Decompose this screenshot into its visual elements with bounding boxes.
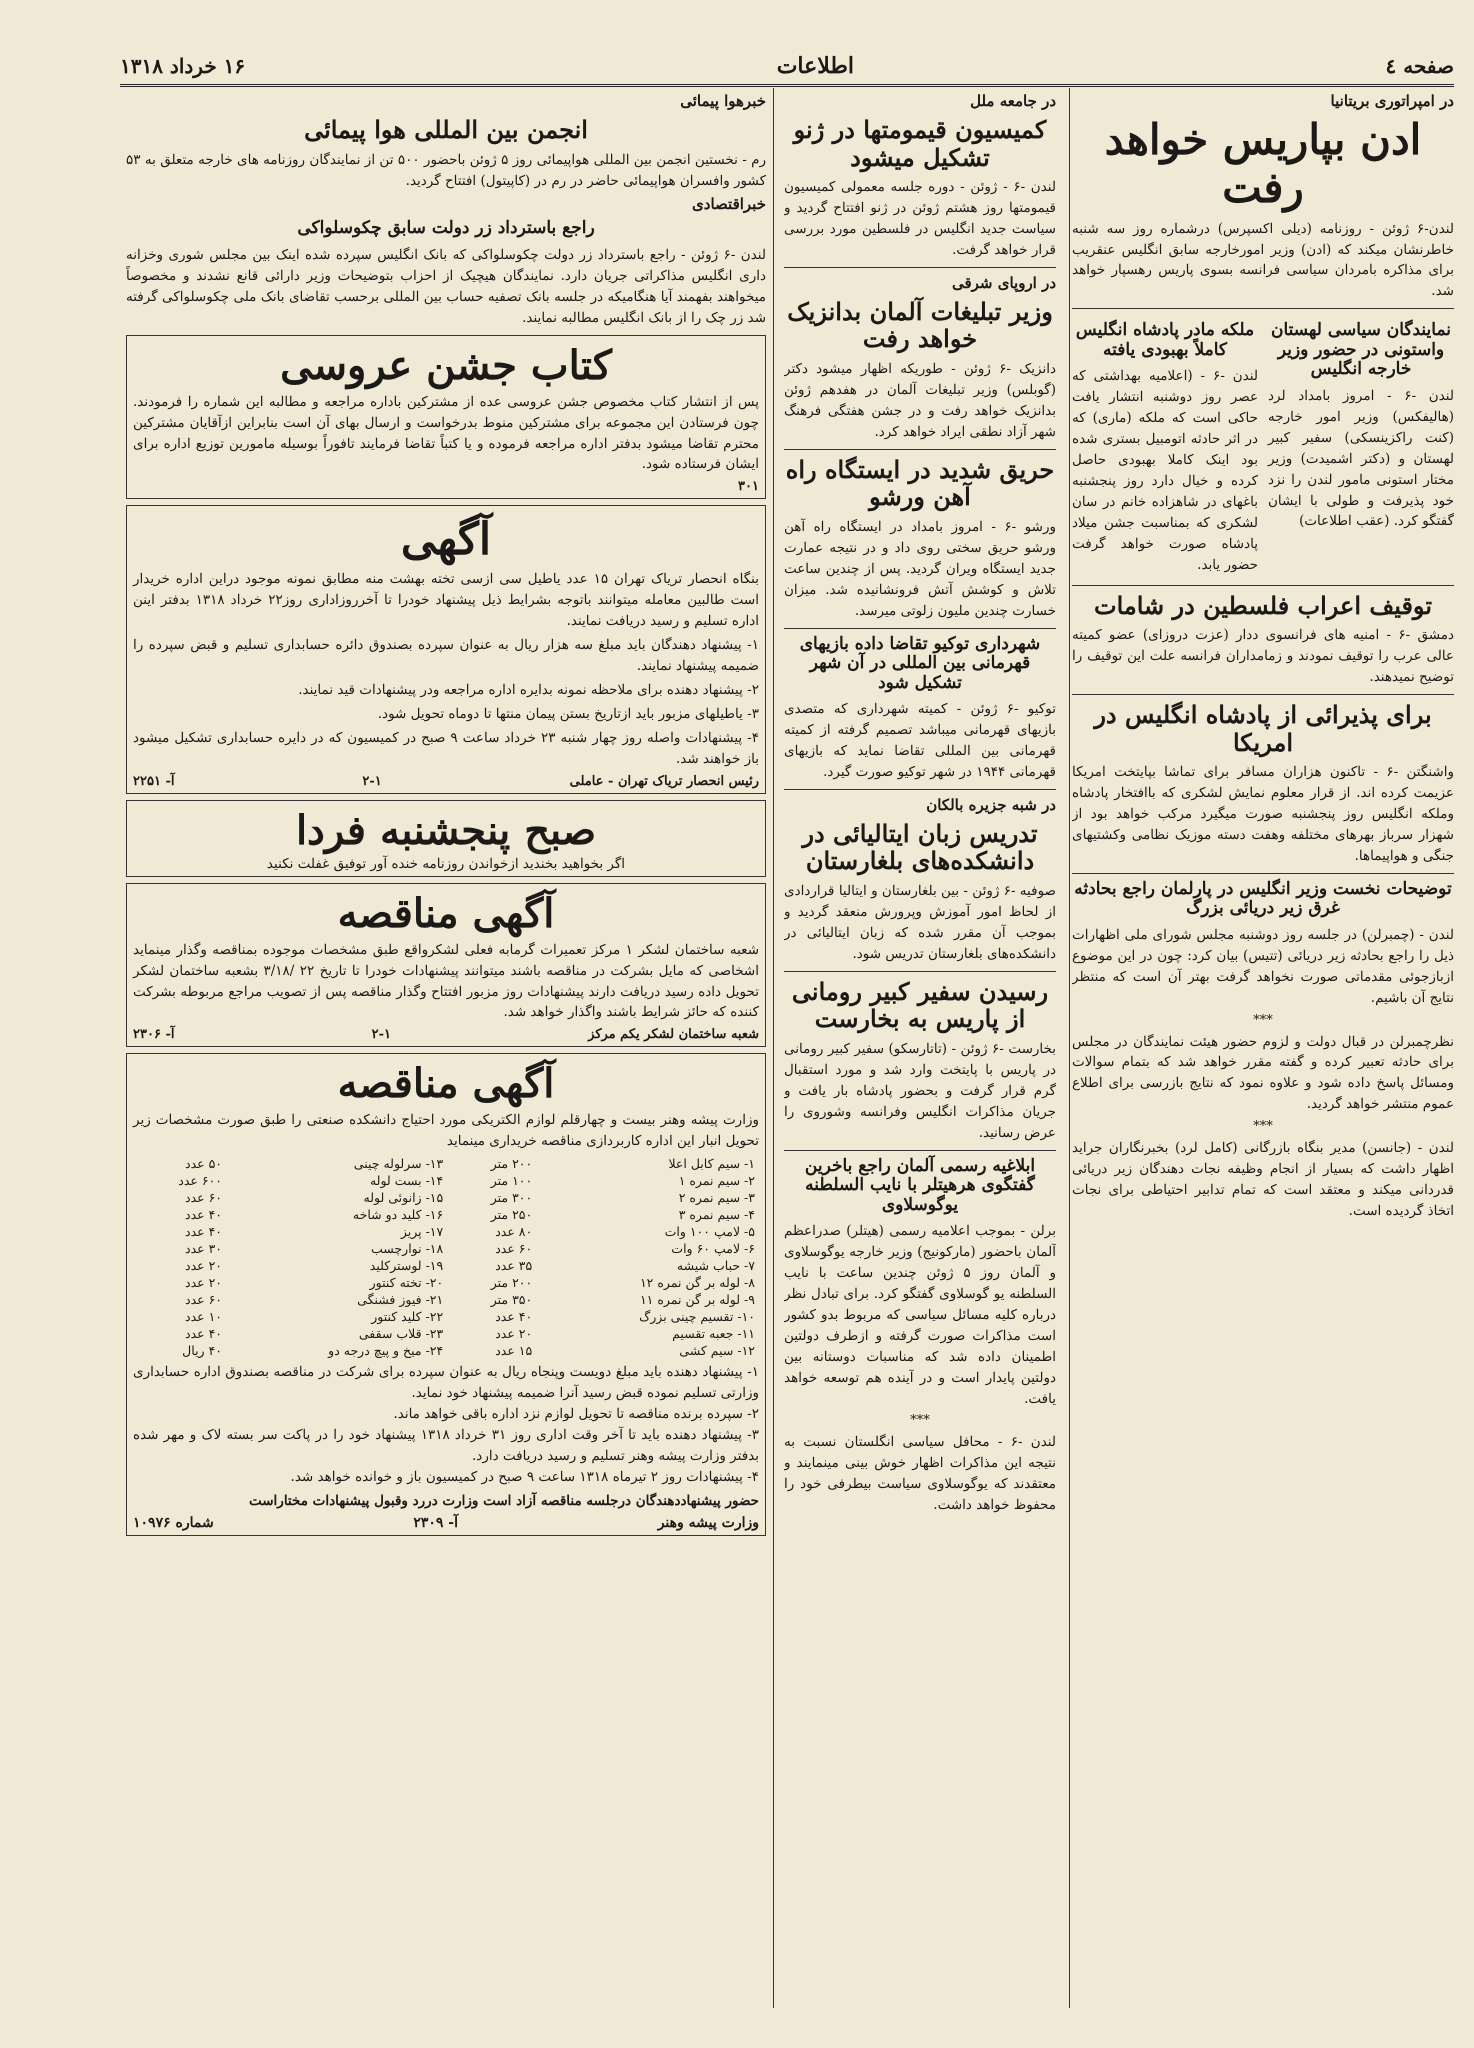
notice-number: ۲-۱ — [362, 773, 382, 789]
table-cell: ۳۵۰ متر — [490, 1292, 533, 1308]
notice-signature: وزارت پیشه وهنر — [657, 1514, 759, 1531]
notice-footer: حضور پیشنهاددهندگان درجلسه مناقصه آزاد است وزارت دررد وقبول پیشنهادات مختاراست — [248, 1492, 759, 1509]
table-cell: ۲۰۰ متر — [490, 1156, 533, 1172]
table-cell: ۳۵ عدد — [495, 1258, 533, 1274]
notice-body: ۱- پیشنهاد دهنده باید مبلغ دویست وپنجاه ریال به عنوان سپرده برای شرکت در مناقصه بصندوق اداره حسابداری وزارتی تسلیم نموده قبض رسید آنرا ضمیمه پیشنهاد خود نماید. ۲- سپرده برنده مناقصه تا تحویل لوازم نزد اداره باقی خواهد ماند. ۳- پیشنهاد دهنده باید تا آخر وقت اداری روز ۳۱ خرداد ۱۳۱۸ پیشنهاد خود را در پاکت سر بسته لاک و مهر شده بدفتر وزارت پیشه وهنر تسلیم و رسید دریافت دارد. ۴- پیشنهادات روز ۲ تیرماه ۱۳۱۸ ساعت ۹ صبح در کمیسیون باز و خوانده خواهد شد. — [133, 1364, 760, 1485]
article-body: واشنگتن -۶ - تاکنون هزاران مسافر برای تماشا بپایتخت امریکا عزیمت کرده اند. از قرار معلوم نمایش لشکری که باافتخار پادشاه وملکه انگلیس روز پنجشنبه صورت میگیرد مرکب خواهد بود از شهزار سرباز بهرهای مختلفه وهفت دسته موزیک نظامی وکشتیهای جنگی و هواپیماها. — [1072, 764, 1454, 864]
table-cell: ۱۱- جعبه تقسیم — [672, 1326, 755, 1342]
table-cell: ۲۰۰ متر — [490, 1275, 533, 1291]
paper-name: اطلاعات — [776, 53, 854, 79]
headline: توضیحات نخست وزیر انگلیس در پارلمان راجع بحادثه غرق زیر دریائی بزرگ — [1074, 878, 1452, 919]
notice-code: آ- ۲۲۵۱ — [133, 773, 175, 789]
page-number: صفحه ٤ — [1385, 54, 1454, 78]
table-cell: ۱۵- زانوئی لوله — [363, 1190, 444, 1206]
table-cell: ۱۲- سیم کشی — [679, 1343, 755, 1359]
items-table — [133, 1155, 759, 1359]
masthead — [120, 48, 1454, 87]
table-row — [133, 1155, 759, 1172]
table-cell: ۲۰- تخته کنتور — [369, 1275, 444, 1291]
table-row — [133, 1342, 759, 1359]
column-rule — [773, 88, 774, 2008]
notice-code: آ- ۲۳۰۹ — [413, 1514, 459, 1531]
table-cell: ۲- سیم نمره ۱ — [678, 1173, 755, 1189]
table-cell: ۶- لامپ ۶۰ وات — [671, 1241, 755, 1257]
table-cell: ۴۰ عدد — [495, 1309, 533, 1325]
table-cell: ۱- سیم کابل اعلا — [668, 1156, 755, 1172]
table-cell: ۴۰ عدد — [185, 1207, 222, 1223]
section-label: خبراقتصادی — [692, 195, 766, 214]
table-row — [133, 1325, 759, 1342]
table-cell: ۱۰ عدد — [185, 1309, 222, 1325]
section-label: خبرهوا پیمائی — [680, 92, 766, 110]
notice-item: ۴- پیشنهادات واصله روز چهار شنبه ۲۳ خرداد ساعت ۹ صبح در کمیسیون که در دایره حسابداری تشکیل میشود باز خواهند شد. — [133, 729, 759, 767]
table-row — [133, 1274, 759, 1291]
headline: توقیف اعراب فلسطین در شامات — [1093, 590, 1433, 620]
headline: انجمن بین المللی هوا پیمائی — [304, 115, 588, 144]
notice-title: آگهی — [400, 514, 492, 566]
notice-title: آگهی مناقصه — [337, 889, 555, 937]
table-row — [133, 1257, 759, 1274]
tender-notice-1 — [126, 883, 766, 1048]
article-body: لندن -۶ - محافل سیاسی انگلستان نسبت به نتیجه این مذاکرات اظهار خوش بینی مینمایند و معتقدند که یوگوسلاوی سیاست بیطرفی خود را محفوظ خواهد داشت. — [784, 1434, 1056, 1514]
middle-column: در جامعه ملل کمیسیون قیمومتها در ژنو تشکیل میشود لندن -۶ - ژوئن - دوره جلسه معمولی کمیسیون قیمومتها روز هشتم ژوئن در ژنو افتتاح گردید و سیاست جدید انگلیس در فلسطین مورد بررسی قرار خواهد گرفت. در اروپای شرقی وزیر تبلیغات آلمان بدانزیک خواهد رفت دانزیک -۶ ژوئن - طوریکه اظهار میشود دکتر (گوبلس) وزیر تبلیغات آلمان در هفدهم ژوئن بدانزیک خواهد رفت و در جشن هفتگی فرهنگ شهر آزاد نطقی ایراد خواهد کرد. حریق شدید در ایستگاه راه آهن ورشو ورشو -۶ - امروز بامداد در ایستگاه راه آهن ورشو حریق سختی روی داد و در نتیجه عمارت جدید ایستگاه ویران گردید. پس از چندین ساعت تلاش و کوشش آتش فرونشانیده شد. میزان خسارت چندین ملیون زلوتی میرسد. شهرداری توکیو تقاضا داده بازیهای قهرمانی بین المللی در آن شهر تشکیل شود توکیو -۶ ژوئن - کمیته شهرداری که متصدی بازیهای قهرمانی میباشد تصمیم گرفته از کمیته قهرمانی بین المللی تقاضا نماید که بازیهای قهرمانی ۱۹۴۴ در شهر توکیو صورت گیرد. در شبه جزیره بالکان تدریس زبان ایتالیائی در دانشکده‌های بلغارستان صوفیه -۶ ژوئن - بین بلغارستان و ایتالیا قراردادی از لحاظ امور آموزش وپرورش منعقد گردید و بموجب آن مقرر شده که زبان ایتالیائی در دانشکده‌های بلغارستان تدریس شود. رسیدن سفیر کبیر رومانی از پاریس به بخارست بخارست -۶ ژوئن - (تاتارسکو) سفیر کبیر رومانی در پاریس با پایتخت وارد شد و مورد استقبال گرم قرار گرفت و بحضور پادشاه بار یافت و جریان مذاکرات انگلیس وفرانسه وشوروی را عرض رسانید. ابلاغیه رسمی آلمان راجع باخرین گفتگوی هرهیتلر با نایب السلطنه یوگوسلاوی برلن - بموجب اعلامیه رسمی (هیتلر) صدراعظم آلمان باحضور (مارکونیج) وزیر خارجه یوگوسلاوی و آلمان روز ۵ ژوئن چندین ساعت با نایب السلطنه یو گوسلاوی گفتگو کرد. برای تبادل نظر درباره کلیه مسائل سیاسی که مربوط بدو کشور است مذاکرات صورت گرفته و ازطرف دولتین اطمینان داده شد که مناسبات دوستانه بین دولتین پایدار است و در آینده هم توسعه خواهد یافت. *** لندن -۶ - محافل سیاسی انگلستان نسبت به نتیجه این مذاکرات اظهار خوش بینی مینمایند و معتقدند که یوگوسلاوی سیاست بیطرفی خود را محفوظ خواهد داشت. — [784, 88, 1056, 2008]
headline: ملکه مادر پادشاه انگلیس کاملاً بهبودی یافته — [1075, 320, 1255, 360]
table-cell: ۱۰۰ متر — [490, 1173, 533, 1189]
table-cell: ۲۳- قلاب سقفی — [358, 1326, 444, 1342]
table-row — [133, 1308, 759, 1325]
notice-item: ۱- پیشنهاد دهندگان باید مبلغ سه هزار ریال به عنوان سپرده بصندوق دائره حسابداری تسلیم و قبض سپرده را ضمیمه پیشنهاد نمایند. — [133, 637, 759, 675]
table-cell: ۲۵۰ متر — [490, 1207, 533, 1223]
notice-body: پس از انتشار کتاب مخصوص جشن عروسی عده از مشترکین باداره مراجعه و مطالبه این شماره را فرمودند. چون فرستادن این مجموعه برای مشترکین منوط بدرخواست و ارسال بهای آن است بنابراین ازآقایان مشترکین محترم تقاضا میشود بدفتر اداره مراجعه فرموده و یا کتباً تقاضا فرمایند تافوراً بوسیله مامورین توزیع اداره برای ایشان فرستاده شود. — [133, 393, 759, 473]
headline: راجع باسترداد زر دولت سابق چکوسلواکی — [297, 218, 595, 239]
notice-intro: وزارت پیشه وهنر بیست و چهارقلم لوازم الکتریکی مورد احتیاج دانشکده صنعتی را طبق صورت مشخصات زیر تحویل انبار این اداره کاربردازی مناقصه خریداری مینماید — [133, 1112, 759, 1150]
table-row — [133, 1206, 759, 1223]
article-body: نظرچمبرلن در قبال دولت و لزوم حضور هیئت نمایندگان در مجلس برای حادثه تعبیر کرده و گفته مقرر خواهد شد که بتمام سوالات ومسائل پاسخ داده شود و علاوه نمود که نتایج بازرسی برای اطلاع عموم منتشر خواهد گردید. — [1072, 1033, 1454, 1113]
table-cell: ۴۰ ریال — [182, 1343, 222, 1359]
article-body: لندن -۶ - امروز بامداد لرد (هالیفکس) وزیر امور خارجه (کنت راکزینسکی) سفیر کبیر لهستان و (دکتر اشمیدت) وزیر مختار استونی مامور لندن را نزد خود پذیرفت و طولی با ایشان گفتگو کرد. (عقب اطلاعات) — [1268, 387, 1454, 530]
notice-body: بنگاه انحصار تریاک تهران ۱۵ عدد یاطیل سی ازسی تخته بهشت منه مطابق نمونه موجود دراین اداره خریدار است طالبین معامله میتوانند باتوجه بشرایط ذیل پیشنهاد خودرا تا آخرروزاداری روز۲۲ خرداد ۱۳۱۸ بدفتر اینن اداره تسلیم و رسید دریافت نمایند. — [133, 571, 760, 630]
table-cell: ۱۷- پریز — [400, 1224, 444, 1240]
headline: ادن بپاریس خواهد رفت — [1104, 115, 1422, 213]
table-cell: ۶۰ عدد — [185, 1190, 222, 1206]
notice-code: ۳۰۱ — [738, 479, 759, 495]
table-cell: ۱۸- نوارچسب — [371, 1241, 444, 1257]
section-label: در جامعه ملل — [970, 92, 1056, 110]
table-cell: ۲۱- فیوز فشنگی — [357, 1292, 444, 1308]
thursday-notice — [126, 800, 766, 877]
table-cell: ۶۰ عدد — [495, 1241, 533, 1257]
table-cell: ۳۰ عدد — [185, 1241, 222, 1257]
table-row — [133, 1223, 759, 1240]
right-column: در امپراتوری بریتانیا ادن بپاریس خواهد رفت لندن-۶ ژوئن - روزنامه (دیلی اکسپرس) درشماره روز سه شنبه خاطرنشان میکند که (ادن) وزیر امورخارجه سابق انگلیس عنقریب برای مذاکره بامردان سیاسی فرانسه بسوی پاریس رهسپار خواهد شد. نمایندگان سیاسی لهستان واستونی در حضور وزیر خارجه انگلیس لندن -۶ - امروز بامداد لرد (هالیفکس) وزیر امور خارجه (کنت راکزینسکی) سفیر کبیر لهستان و (دکتر اشمیدت) وزیر مختار استونی مامور لندن را نزد خود پذیرفت و طولی با ایشان گفتگو کرد. (عقب اطلاعات) ملکه مادر پادشاه انگلیس کاملاً بهبودی یافته لندن -۶ - (اعلامیه بهداشتی که عصر روز دوشنبه انتشار یافت حاکی است که ملکه (ماری) که در اثر حادثه اتومبیل بستری شده بود اینک کاملا بهبودی حاصل کرده و خیال دارد روز پنجشنبه باغهای در شاهزاده خانم در سان لشکری که بمناسبت جشن میلاد پادشاه صورت خواهد گرفت حضور یابد. توقیف اعراب فلسطین در شامات دمشق -۶ - امنیه های فرانسوی ددار (عزت دروزای) عضو کمیته عالی عرب را توقیف نمودند و زمامداران فرانسه علت این توقیف را توضیح نمیدهند. برای پذیرائی از پادشاه انگلیس در امریکا واشنگتن -۶ - تاکنون هزاران مسافر برای تماشا بپایتخت امریکا عزیمت کرده اند. از قرار معلوم نمایش لشکری که باافتخار پادشاه وملکه انگلیس روز پنجشنبه صورت میگیرد مرکب خواهد بود از شهزار سرباز بهرهای مختلفه وهفت دسته موزیک نظامی وکشتیهای جنگی و هواپیماها. توضیحات نخست وزیر انگلیس در پارلمان راجع بحادثه غرق زیر دریائی بزرگ لندن - (چمبرلن) در جلسه روز دوشنبه مجلس شورای ملی اظهارات ذیل را راجع بحادثه زیر دریائی (تتیس) بیان کرد: چون در این موضوع ازبازجوئی مقدماتی صورت نخواهد گرفت بهتر آن است که منتظر نتایج آن باشیم. *** نظرچمبرلن در قبال دولت و لزوم حضور هیئت نمایندگان در مجلس برای حادثه تعبیر کرده و گفته مقرر خواهد شد که بتمام سوالات ومسائل پاسخ داده شود و علاوه نمود که نتایج بازرسی برای اطلاع عموم منتشر خواهد گردید. *** لندن - (جانسن) مدیر بنگاه بازرگانی (کامل لرد) بخبرنگاران جراید اظهار داشت که بسیار از انجام وظیفه نجات دهندگان زیر دریائی قدردانی میکند و معتقد است که تمام تدابیر احتیاطی برای نجات اتخاذ گردیده است. — [1072, 88, 1454, 2008]
table-cell: ۶۰ عدد — [185, 1292, 222, 1308]
left-column — [126, 88, 766, 2008]
article-body: لندن -۶ - (اعلامیه بهداشتی که عصر روز دوشنبه انتشار یافت حاکی است که ملکه (ماری) که در اثر حادثه اتومبیل بستری شده بود اینک کاملا بهبودی حاصل کرده و خیال دارد روز پنجشنبه باغهای در شاهزاده خانم در سان لشکری که بمناسبت جشن میلاد پادشاه صورت خواهد گرفت حضور یابد. — [1072, 368, 1258, 573]
article-body: دمشق -۶ - امنیه های فرانسوی ددار (عزت دروزای) عضو کمیته عالی عرب را توقیف نمودند و زمامداران فرانسه علت این توقیف را توضیح نمیدهند. — [1072, 627, 1454, 686]
issue-number: شماره ۱۰۹۷۶ — [133, 1514, 214, 1531]
headline: کمیسیون قیمومتها در ژنو تشکیل میشود — [793, 115, 1047, 172]
table-cell: ۳۰۰ متر — [490, 1190, 533, 1206]
table-cell: ۹- لوله بر گن نمره ۱۱ — [639, 1292, 755, 1308]
column-rule — [1069, 88, 1070, 2008]
table-cell: ۱۰- تقسیم چینی بزرگ — [639, 1309, 755, 1325]
notice-item: ۲- پیشنهاد دهنده برای ملاحظه نمونه بدایره اداره مراجعه ودر پیشنهادات قید نمایند. — [298, 681, 759, 698]
table-cell: ۳- سیم نمره ۲ — [678, 1190, 755, 1206]
article-body: ورشو -۶ - امروز بامداد در ایستگاه راه آهن ورشو حریق سختی روی داد و در نتیجه عمارت جدید ایستگاه ویران گردید. پس از چندین ساعت تلاش و کوشش آتش فرونشانیده شد. میزان خسارت چندین ملیون زلوتی میرسد. — [784, 518, 1056, 619]
headline: برای پذیرائی از پادشاه انگلیس در امریکا — [1094, 699, 1432, 757]
table-cell: ۸۰ عدد — [495, 1224, 533, 1240]
issue-date: ۱۶ خرداد ۱۳۱۸ — [120, 54, 246, 78]
notice-title: صبح پنجشنبه فردا — [295, 806, 597, 854]
tender-notice-2 — [126, 1053, 766, 1535]
table-cell: ۱۳- سرلوله چینی — [353, 1156, 444, 1172]
table-cell: ۲۰ عدد — [185, 1275, 222, 1291]
opium-notice — [126, 505, 766, 793]
table-cell: ۱۶- کلید دو شاخه — [352, 1207, 444, 1223]
headline: نمایندگان سیاسی لهستان واستونی در حضور وزیر خارجه انگلیس — [1270, 320, 1452, 380]
section-label: در اروپای شرقی — [951, 273, 1056, 292]
headline: ابلاغیه رسمی آلمان راجع باخرین گفتگوی هرهیتلر با نایب السلطنه یوگوسلاوی — [804, 1155, 1036, 1215]
table-row — [133, 1291, 759, 1308]
table-cell: ۱۴- بست لوله — [369, 1173, 444, 1189]
article-body: بخارست -۶ ژوئن - (تاتارسکو) سفیر کبیر رومانی در پاریس با پایتخت وارد شد و مورد استقبال گرم قرار گرفت و بحضور پادشاه بار یافت و جریان مذاکرات انگلیس وفرانسه وشوروی را عرض رسانید. — [784, 1040, 1056, 1141]
notice-title: آگهی مناقصه — [337, 1060, 555, 1108]
notice-body: شعبه ساختمان لشکر ۱ مرکز تعمیرات گرمابه فعلی لشکرواقع طبق مشخصات موجوده بمناقصه وگذار مینماید اشخاصی که مایل بشرکت در مناقصه باشند میتوانند پیشنهادات خودرا تا تاریخ ۲۲ /۳/۱۸ بشعبه ساختمان لشکر تحویل داده رسید دریافت دارند پیشنهادات روز مزبور افتتاح وگذار مناقصه پس از تصویب مراجع مربوطه بشرکت کننده که حائز شرایط باشند واگذار خواهد شد. — [133, 941, 760, 1021]
notice-number: ۲-۱ — [371, 1027, 391, 1043]
article-body: لندن - (جانسن) مدیر بنگاه بازرگانی (کامل لرد) بخبرنگاران جراید اظهار داشت که بسیار از انجام وظیفه نجات دهندگان زیر دریائی قدردانی میکند و معتقد است که تمام تدابیر احتیاطی برای نجات اتخاذ گردیده است. — [1072, 1140, 1454, 1219]
table-row — [133, 1240, 759, 1257]
article-body: توکیو -۶ ژوئن - کمیته شهرداری که متصدی بازیهای قهرمانی میباشد تصمیم گرفته از کمیته قهرمانی بین المللی تقاضا نماید که بازیهای قهرمانی ۱۹۴۴ در شهر توکیو صورت گیرد. — [784, 701, 1056, 780]
table-cell: ۵- لامپ ۱۰۰ وات — [664, 1224, 755, 1240]
table-cell: ۴- سیم نمره ۳ — [678, 1207, 755, 1223]
headline: وزیر تبلیغات آلمان بدانزیک خواهد رفت — [787, 296, 1053, 354]
article-body: لندن - (چمبرلن) در جلسه روز دوشنبه مجلس شورای ملی اظهارات ذیل را راجع بحادثه زیر دریائی (تتیس) بیان کرد: چون در این موضوع ازبازجوئی مقدماتی صورت نخواهد گرفت بهتر آن است که منتظر نتایج آن باشیم. — [1072, 926, 1454, 1006]
notice-signature: رئیس انحصار تریاک تهران - عاملی — [569, 773, 759, 789]
headline: حریق شدید در ایستگاه راه آهن ورشو — [785, 454, 1055, 512]
section-label: در امپراتوری بریتانیا — [1330, 92, 1454, 110]
article-body: لندن -۶ ژوئن - راجع باسترداد زر دولت چکوسلواکی که بانک انگلیس سپرده شده اینک بین مجلس شوری وخزانه داری انگلیس مذاکراتی جریان دارد. نمایندگان هیچیک از احزاب بتوضیحات وزیر دارائی قانع نشدند و مخصوصاً میخواهند بفهمند آیا هنگامیکه در جلسه بانک تصفیه حساب بین المللی برحسب تقاضای بانک ملی چکوسلواکی گرفته شد زر چک را از بانک انگلیس مطالبه نمایند. — [126, 246, 766, 326]
table-cell: ۲۰ عدد — [185, 1258, 222, 1274]
table-cell: ۴۰ عدد — [185, 1326, 222, 1342]
table-cell: ۲۴- میخ و پیچ درجه دو — [328, 1343, 444, 1359]
section-label: در شبه جزیره بالکان — [926, 795, 1056, 814]
article-body: برلن - بموجب اعلامیه رسمی (هیتلر) صدراعظم آلمان باحضور (مارکونیج) وزیر خارجه یوگوسلاوی و آلمان روز ۵ ژوئن چندین ساعت با نایب السلطنه یو گوسلاوی گفتگو کرد. برای تبادل نظر درباره کلیه مسائل سیاسی که مربوط بدو کشور است مذاکرات صورت گرفته و ازطرف دولتین اطمینان داده شد که مناسبات دوستانه بین دولتین پایدار است و در آینده هم توسعه خواهد یافت. — [784, 1223, 1056, 1407]
table-cell: ۱۹- لوسترکلید — [369, 1258, 444, 1274]
table-cell: ۷- حباب شیشه — [676, 1258, 755, 1274]
notice-signature: شعبه ساختمان لشکر یکم مرکز — [588, 1027, 759, 1043]
table-cell: ۵۰ عدد — [185, 1156, 222, 1172]
wedding-book-notice — [126, 335, 766, 500]
article-body: لندن-۶ ژوئن - روزنامه (دیلی اکسپرس) درشماره روز سه شنبه خاطرنشان میکند که (ادن) وزیر امورخارجه سابق انگلیس عنقریب برای مذاکره بامردان سیاسی فرانسه بسوی پاریس رهسپار خواهد شد. — [1072, 220, 1454, 300]
article-body: صوفیه -۶ ژوئن - بین بلغارستان و ایتالیا قراردادی از لحاظ امور آموزش وپرورش منعقد گردید و بموجب آن مقرر شده که زبان ایتالیائی در دانشکده‌های بلغارستان تدریس شود. — [784, 883, 1056, 962]
headline: شهرداری توکیو تقاضا داده بازیهای قهرمانی بین المللی در آن شهر تشکیل شود — [799, 633, 1041, 693]
headline: رسیدن سفیر کبیر رومانی از پاریس به بخارست — [791, 976, 1049, 1034]
table-cell: ۲۲- کلید کنتور — [371, 1309, 444, 1325]
notice-code: آ- ۲۳۰۶ — [133, 1027, 175, 1043]
table-cell: ۴۰ عدد — [185, 1224, 222, 1240]
table-cell: ۶۰۰ عدد — [178, 1173, 222, 1189]
table-cell: ۱۵ عدد — [495, 1343, 533, 1359]
headline: تدریس زبان ایتالیائی در دانشکده‌های بلغارستان — [802, 818, 1038, 876]
table-cell: ۸- لوله بر گن نمره ۱۲ — [639, 1275, 755, 1291]
notice-body: اگر بخواهید بخندید ازخواندن روزنامه خنده آور توفیق غفلت نکنید — [266, 855, 626, 872]
article-body: رم - نخستین انجمن بین المللی هواپیمائی روز ۵ ژوئن باحضور ۵۰۰ تن از نمایندگان روزنامه های خارجه متعلق به ۵۳ کشور وافسران هواپیمائی حاضر در رم در (کاپیتول) افتتاح گردید. — [126, 151, 766, 189]
notice-item: ۳- یاطیلهای مزبور باید ازتاریخ بستن پیمان منتها تا دوماه تحویل شود. — [377, 705, 759, 722]
article-body: دانزیک -۶ ژوئن - طوریکه اظهار میشود دکتر (گوبلس) وزیر تبلیغات آلمان در هفدهم ژوئن بدانزیک خواهد رفت و در جشن هفتگی فرهنگ شهر آزاد نطقی ایراد خواهد کرد. — [784, 361, 1056, 440]
table-row — [133, 1172, 759, 1189]
table-row — [133, 1189, 759, 1206]
table-cell: ۲۰ عدد — [495, 1326, 533, 1342]
article-body: لندن -۶ - ژوئن - دوره جلسه معمولی کمیسیون قیمومتها روز هشتم ژوئن در ژنو افتتاح گردید و سیاست جدید انگلیس در فلسطین مورد بررسی قرار خواهد گرفت. — [784, 179, 1056, 258]
notice-title: کتاب جشن عروسی — [280, 341, 612, 389]
